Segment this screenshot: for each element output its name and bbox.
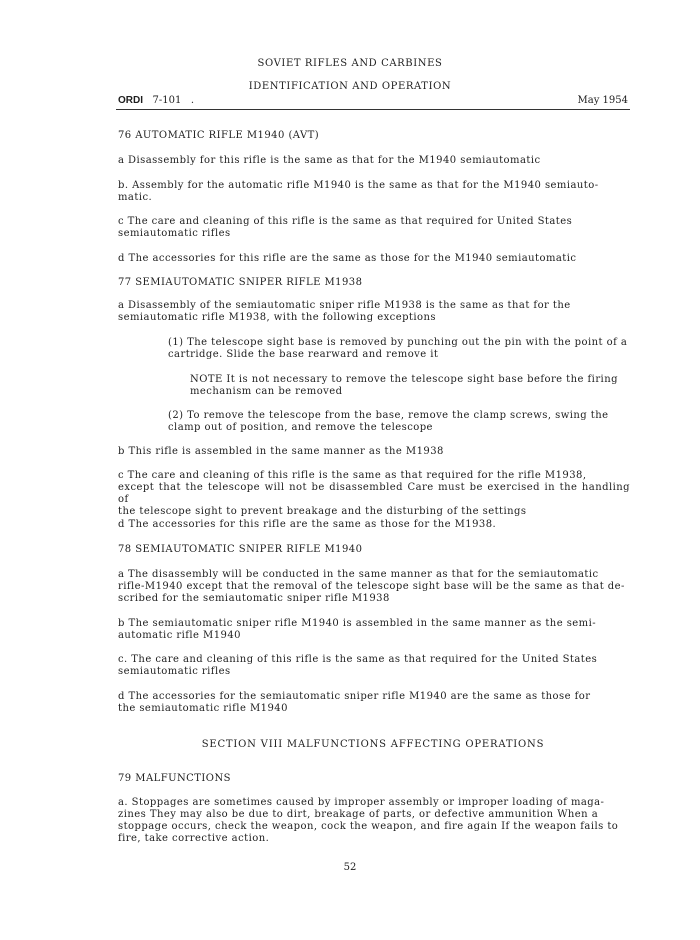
paragraph-76a: a Disassembly for this rifle is the same as that for the M1940 semiautomatic xyxy=(118,155,541,166)
paragraph-77a: a Disassembly of the semiautomatic sniper rifle M1938 is the same as that for the semiautomatic rifle M1938, with the following exceptions xyxy=(118,300,571,323)
paragraph-76b: b. Assembly for the automatic rifle M1940 is the same as that for the M1940 semiauto- matic. xyxy=(118,180,599,203)
paragraph-78c: c. The care and cleaning of this rifle is the same as that required for the United States semiautomatic rifles xyxy=(118,654,598,677)
doc-number: 7-101 . xyxy=(143,95,195,106)
paragraph-77-heading: 77 SEMIAUTOMATIC SNIPER RIFLE M1938 xyxy=(118,277,363,288)
paragraph-76c: c The care and cleaning of this rifle is the same as that required for United States semiautomatic rifles xyxy=(118,216,573,239)
paragraph-78d: d The accessories for the semiautomatic sniper rifle M1940 are the same as those for the semiautomatic rifle M1940 xyxy=(118,691,591,714)
paragraph-77b: b This rifle is assembled in the same manner as the M1938 xyxy=(118,446,444,457)
note: NOTE It is not necessary to remove the telescope sight base before the firing mechanism can be removed xyxy=(190,374,618,397)
header-title: SOVIET RIFLES AND CARBINES xyxy=(257,58,443,69)
paragraph-77a-1: (1) The telescope sight base is removed by punching out the pin with the point of a cartridge. Slide the base rearward and remove it xyxy=(168,337,628,360)
paragraph-77c: c The care and cleaning of this rifle is the same as that required for the rifle M1938, except that the telescope will not be disassembled Care must be exercised in the handling of the telescope sight to prevent breakage and the disturbing of the settings xyxy=(118,470,630,517)
paragraph-79-heading: 79 MALFUNCTIONS xyxy=(118,773,231,784)
paragraph-76-heading: 76 AUTOMATIC RIFLE M1940 (AVT) xyxy=(118,130,320,141)
paragraph-77d: d The accessories for this rifle are the same as those for the M1938. xyxy=(118,519,497,530)
paragraph-78-heading: 78 SEMIAUTOMATIC SNIPER RIFLE M1940 xyxy=(118,544,363,555)
page-number: 52 xyxy=(343,862,357,873)
header-rule xyxy=(116,109,630,110)
header-meta xyxy=(118,95,628,107)
doc-id: ORDI xyxy=(118,95,143,106)
header-subtitle: IDENTIFICATION AND OPERATION xyxy=(248,81,452,92)
paragraph-76d: d The accessories for this rifle are the same as those for the M1940 semiautomatic xyxy=(118,253,577,264)
paragraph-79a: a. Stoppages are sometimes caused by improper assembly or improper loading of maga- zines They may also be due to dirt, breakage of parts, or defective ammunition When a stoppage occurs, check the weapon, cock the weapon, and fire again If the weapon fails to fire, take corrective action. xyxy=(118,797,619,844)
paragraph-78a: a The disassembly will be conducted in the same manner as that for the semiautomatic rifle-M1940 except that the removal of the telescope sight base will be the same as that de- scribed for the semiautomatic sniper rifle M1938 xyxy=(118,569,625,604)
paragraph-77a-2: (2) To remove the telescope from the base, remove the clamp screws, swing the clamp out of position, and remove the telescope xyxy=(168,410,609,433)
paragraph-78b: b The semiautomatic sniper rifle M1940 is assembled in the same manner as the semi- automatic rifle M1940 xyxy=(118,618,597,641)
section-heading: SECTION VIII MALFUNCTIONS AFFECTING OPERATIONS xyxy=(201,739,545,750)
doc-date: May 1954 xyxy=(577,95,628,106)
